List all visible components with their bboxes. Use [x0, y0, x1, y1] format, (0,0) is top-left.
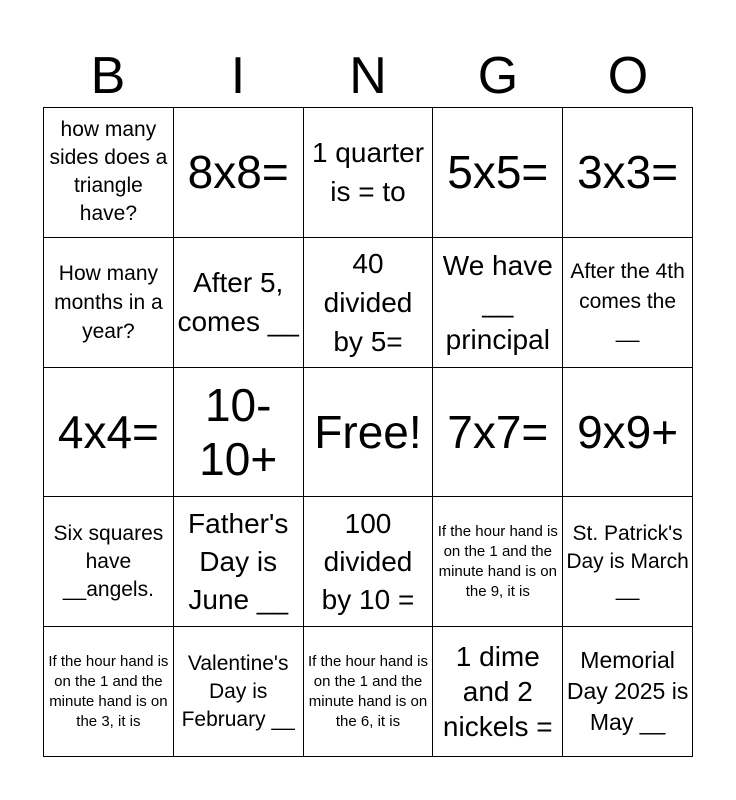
header-letter-g: G [477, 47, 519, 105]
header-letter-i: I [230, 47, 246, 105]
bingo-cell[interactable] [563, 108, 693, 238]
cell-text: 1 dime and 2 nickels = [442, 641, 553, 743]
bingo-cell[interactable] [44, 627, 174, 757]
cell-text: Free! [314, 405, 422, 458]
cell-text: If the hour hand is on the 1 and the minute hand is on the 3, it is [48, 652, 169, 730]
bingo-cell[interactable] [44, 497, 174, 627]
bingo-cell[interactable] [433, 627, 563, 757]
free-space[interactable] [304, 368, 434, 498]
cell-text: Valentine's Day is February __ [181, 651, 295, 731]
bingo-cell[interactable] [174, 238, 304, 368]
cell-text: 4x4= [57, 405, 159, 458]
bingo-cell[interactable] [433, 497, 563, 627]
cell-text: 40 divided by 5= [323, 247, 413, 357]
bingo-cell[interactable] [174, 627, 304, 757]
bingo-cell[interactable] [304, 497, 434, 627]
cell-text: how many sides does a triangle have? [49, 118, 168, 226]
bingo-cell[interactable] [563, 238, 693, 368]
bingo-cell[interactable] [44, 238, 174, 368]
bingo-cell[interactable] [433, 368, 563, 498]
cell-text: 5x5= [447, 146, 549, 199]
cell-text: 10-10+ [199, 378, 278, 485]
cell-text: After the 4th comes the __ [570, 260, 685, 344]
bingo-grid [43, 107, 693, 757]
bingo-cell[interactable] [563, 627, 693, 757]
bingo-cell[interactable] [44, 108, 174, 238]
header-letter-n: N [349, 47, 387, 105]
bingo-cell[interactable] [433, 238, 563, 368]
bingo-cell[interactable] [563, 497, 693, 627]
cell-text: 1 quarter is = to [311, 137, 425, 208]
header-letter-o: O [607, 47, 649, 105]
cell-text: We have __ principal [442, 249, 553, 355]
bingo-cell[interactable] [174, 368, 304, 498]
bingo-cell[interactable] [304, 238, 434, 368]
cell-text: 8x8= [187, 146, 289, 199]
cell-text: Father's Day is June __ [188, 507, 289, 615]
bingo-cell[interactable] [304, 108, 434, 238]
bingo-cell[interactable] [174, 497, 304, 627]
cell-text: How many months in a year? [54, 261, 163, 343]
cell-text: 100 divided by 10 = [321, 507, 415, 615]
cell-text: 7x7= [447, 405, 549, 458]
bingo-cell[interactable] [433, 108, 563, 238]
cell-text: Memorial Day 2025 is May __ [566, 647, 689, 736]
bingo-cell[interactable] [304, 627, 434, 757]
cell-text: 3x3= [577, 146, 679, 199]
cell-text: If the hour hand is on the 1 and the minute hand is on the 6, it is [307, 652, 429, 730]
cell-text: After 5, comes __ [177, 267, 299, 338]
bingo-cell[interactable] [174, 108, 304, 238]
cell-text: Six squares have __angels. [53, 521, 164, 601]
cell-text: If the hour hand is on the 1 and the minute hand is on the 9, it is [437, 522, 558, 600]
cell-text: St. Patrick's Day is March __ [566, 521, 689, 601]
header-letter-b: B [90, 47, 126, 105]
cell-text: 9x9+ [577, 405, 679, 458]
bingo-cell[interactable] [44, 368, 174, 498]
bingo-header [43, 46, 693, 106]
bingo-cell[interactable] [563, 368, 693, 498]
